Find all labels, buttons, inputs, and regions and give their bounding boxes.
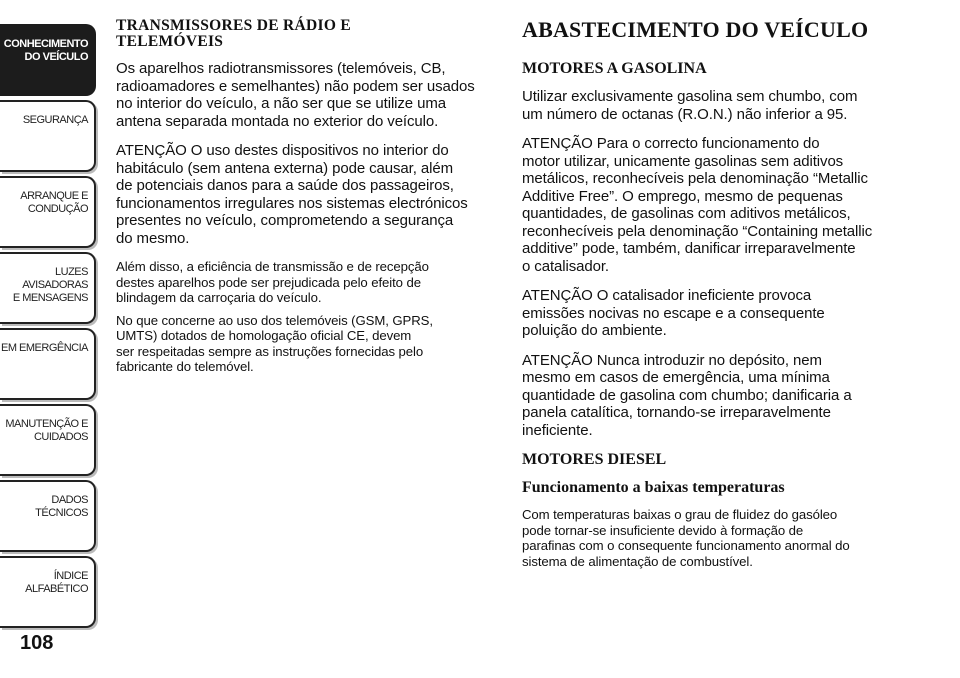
right-column: [522, 18, 912, 576]
subheading-petrol-engines: MOTORES A GASOLINA: [522, 60, 707, 77]
section-heading-radio: TRANSMISSORES DE RÁDIO E TELEMÓVEIS: [116, 17, 352, 50]
section-heading-refuelling: ABASTECIMENTO DO VEÍCULO: [522, 17, 869, 42]
subheading-diesel-engines: MOTORES DIESEL: [522, 451, 667, 468]
paragraph-radio-transmitters: Os aparelhos radiotransmissores (telemóveis, CB, radioamadores e semelhantes) não podem ser usados no interior do veículo, a não ser que se utilize uma antena separada montada no exterior do veículo.: [116, 60, 475, 130]
tab-indice-alfabetico[interactable]: ÍNDICE ALFABÉTICO: [0, 556, 96, 628]
paragraph-mobile-phones: No que concerne ao uso dos telemóveis (GSM, GPRS, UMTS) dotados de homologação oficial CE, devem ser respeitadas sempre as instruções fornecidas pelo fabricante do telemóvel.: [116, 312, 433, 374]
tab-manutencao-e-cuidados[interactable]: MANUTENÇÃO E CUIDADOS: [0, 404, 96, 476]
paragraph-shielding: Além disso, a eficiência de transmissão e de recepção destes aparelhos pode ser prejudicada pelo efeito de blindagem da carroçaria do veículo.: [116, 259, 429, 305]
page-number: 108: [20, 632, 54, 654]
left-column: [116, 18, 502, 382]
tab-conhecimento-do-veiculo[interactable]: CONHECIMENTO DO VEÍCULO: [0, 24, 96, 96]
paragraph-unleaded-fuel: Utilizar exclusivamente gasolina sem chumbo, com um número de octanas (R.O.N.) não inferior a 95.: [522, 88, 858, 123]
sidebar: [0, 0, 102, 678]
tab-em-emergencia[interactable]: EM EMERGÊNCIA: [0, 328, 96, 400]
warning-metallic-additives: ATENÇÃO Para o correcto funcionamento do motor utilizar, unicamente gasolinas sem aditivos metálicos, reconhecíveis pela denominação “Metallic Additive Free”. O emprego, mesmo de pequenas quantidades, de gasolinas com aditivos metálicos, reconhecíveis pela denominação “Containing metallic additive” pode, também, danificar irreparavelmente o catalisador.: [522, 135, 873, 275]
tab-arranque-e-conducao[interactable]: ARRANQUE E CONDUÇÃO: [0, 176, 96, 248]
paragraph-diesel-fluidity: Com temperaturas baixas o grau de fluidez do gasóleo pode tornar-se insuficiente devido à formação de parafinas com o consequente funcionamento anormal do sistema de alimentação de combustível.: [522, 507, 850, 569]
warning-catalyst: ATENÇÃO O catalisador ineficiente provoca emissões nocivas no escape e a consequente poluição do ambiente.: [522, 287, 825, 339]
tab-luzes-avisadoras[interactable]: LUZES AVISADORAS E MENSAGENS: [0, 252, 96, 324]
tab-dados-tecnicos[interactable]: DADOS TÉCNICOS: [0, 480, 96, 552]
tab-seguranca[interactable]: SEGURANÇA: [0, 100, 96, 172]
warning-radio-devices: ATENÇÃO O uso destes dispositivos no interior do habitáculo (sem antena externa) pode causar, além de potenciais danos para a saúde dos passageiros, funcionamentos irregulares nos sistemas electrónicos presentes no veículo, comprometendo a segurança do mesmo.: [116, 142, 468, 247]
subheading-low-temperatures: Funcionamento a baixas temperaturas: [522, 479, 785, 496]
warning-leaded-fuel: ATENÇÃO Nunca introduzir no depósito, nem mesmo em casos de emergência, uma mínima quantidade de gasolina com chumbo; danificaria a panela catalítica, tornando-se irreparavelmente ineficiente.: [522, 351, 852, 439]
